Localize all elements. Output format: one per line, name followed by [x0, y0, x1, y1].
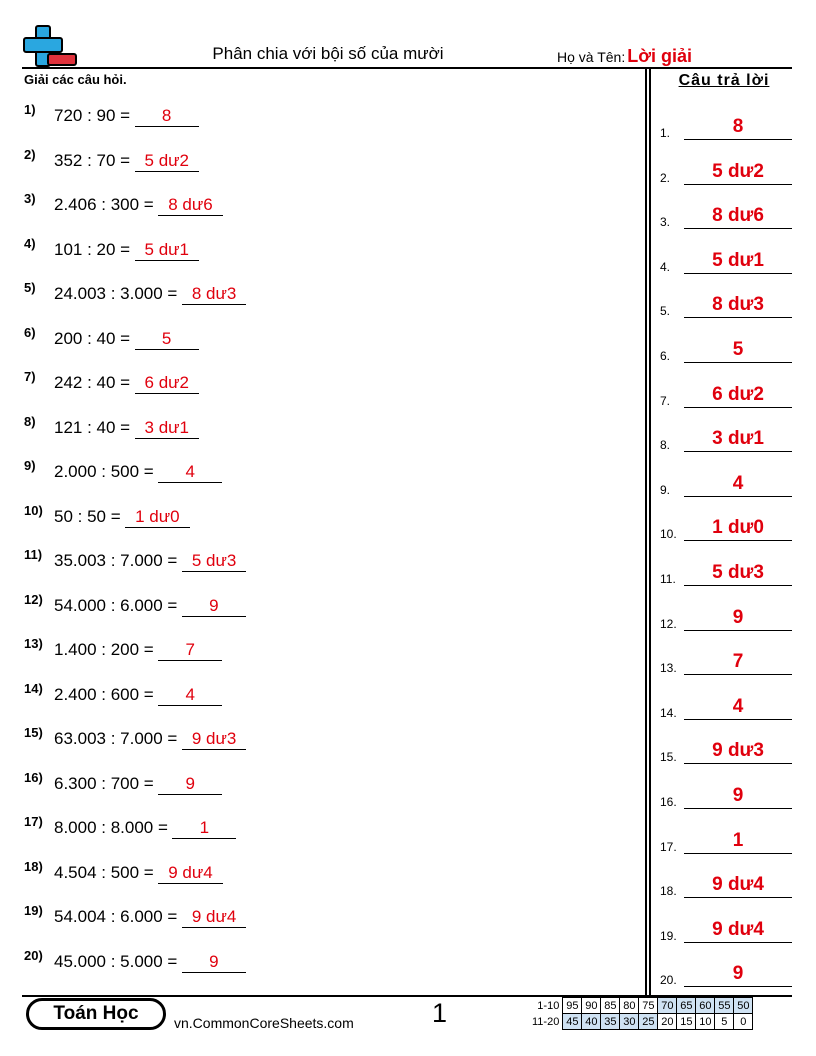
answer-key-number: 17.: [660, 839, 677, 854]
question-expression: 63.003 : 7.000 =: [54, 729, 178, 748]
question-number: 18): [24, 858, 43, 874]
score-cell: 5: [715, 1014, 734, 1030]
question-number: 5): [24, 280, 36, 295]
answer-blank[interactable]: 8 dư6: [158, 195, 222, 216]
question-number: 4): [24, 235, 36, 251]
question-row: [24, 812, 236, 842]
question-number: 12): [24, 591, 43, 607]
answer-key-number: 11.: [660, 572, 676, 586]
score-cell: 60: [696, 998, 715, 1014]
score-row: [530, 1014, 753, 1030]
answer-key-number: 20.: [660, 973, 677, 988]
question-number: 19): [24, 903, 43, 918]
question-expression: 1.400 : 200 =: [54, 640, 154, 659]
score-cell: 35: [601, 1014, 620, 1030]
answer-key-row: [660, 645, 792, 675]
answer-blank[interactable]: 9 dư3: [182, 729, 246, 750]
answer-key-value: 5 dư1: [684, 249, 792, 274]
answer-key-value: 4: [684, 472, 792, 497]
answer-blank[interactable]: 9: [158, 774, 222, 795]
answer-key-value: 9: [684, 962, 792, 987]
answer-key-value: 8 dư6: [684, 204, 792, 229]
score-cell: 55: [715, 998, 734, 1014]
score-row: [530, 998, 753, 1014]
question-row: [24, 857, 223, 887]
question-row: [24, 590, 246, 620]
answer-key-number: 18.: [660, 884, 677, 899]
answer-key-value: 5 dư2: [684, 160, 792, 185]
answer-key-row: [660, 422, 792, 452]
question-row: [24, 412, 199, 442]
question-expression: 24.003 : 3.000 =: [54, 284, 178, 303]
answer-blank[interactable]: 9 dư4: [182, 907, 246, 928]
question-number: 8): [24, 413, 36, 429]
header-divider: [22, 67, 792, 69]
question-expression: 4.504 : 500 =: [54, 862, 154, 882]
question-number: 15): [24, 725, 43, 740]
score-cell: 20: [658, 1014, 677, 1030]
question-expression: 35.003 : 7.000 =: [54, 551, 178, 570]
answer-key-row: [660, 913, 792, 943]
question-row: [24, 946, 246, 976]
score-cell: 10: [696, 1014, 715, 1030]
answer-key-number: 1.: [660, 126, 671, 140]
question-expression: 121 : 40 =: [54, 417, 131, 437]
score-cell: 70: [658, 998, 677, 1014]
answer-key-value: 5: [684, 338, 792, 363]
answer-key-value: 8: [684, 115, 792, 140]
answer-key-number: 10.: [660, 527, 677, 542]
answer-key-value: 6 dư2: [684, 383, 792, 408]
question-expression: 2.000 : 500 =: [54, 462, 154, 481]
answer-blank[interactable]: 7: [158, 640, 222, 661]
score-cell: 85: [601, 998, 620, 1014]
question-expression: 2.400 : 600 =: [54, 684, 154, 704]
answer-key-number: 6.: [660, 349, 671, 363]
question-number: 14): [24, 680, 43, 696]
question-number: 16): [24, 769, 43, 785]
answer-key-row: [660, 690, 792, 720]
question-row: [24, 189, 223, 219]
answer-key-value: 9 dư3: [684, 739, 792, 764]
answer-key-number: 8.: [660, 438, 671, 453]
score-cell: 95: [563, 998, 582, 1014]
answer-key-row: [660, 288, 792, 318]
question-expression: 54.000 : 6.000 =: [54, 595, 178, 615]
score-cell: 0: [734, 1014, 753, 1030]
question-number: 11): [24, 547, 43, 562]
score-row-label: 1-10: [537, 999, 560, 1012]
question-row: [24, 100, 199, 130]
answer-blank[interactable]: 9: [182, 952, 246, 973]
answer-blank[interactable]: 4: [158, 685, 222, 706]
answer-key-row: [660, 779, 792, 809]
page-number: 1: [432, 998, 448, 1028]
answer-key-title: Câu trả lời: [678, 72, 770, 89]
name-value: Lời giải: [627, 46, 693, 66]
question-expression: 101 : 20 =: [54, 239, 131, 259]
question-row: [24, 234, 199, 264]
question-expression: 352 : 70 =: [54, 150, 131, 170]
answer-blank[interactable]: 5 dư3: [182, 551, 246, 572]
answer-key-number: 16.: [660, 795, 677, 809]
answer-key-value: 3 dư1: [684, 427, 792, 452]
answer-key-number: 3.: [660, 215, 671, 230]
site-url: vn.CommonCoreSheets.com: [174, 1015, 354, 1031]
question-number: 10): [24, 502, 43, 518]
answer-blank[interactable]: 9 dư4: [158, 863, 222, 884]
score-cell: 30: [620, 1014, 639, 1030]
score-table: [530, 997, 753, 1030]
answer-key-number: 12.: [660, 616, 677, 631]
question-row: [24, 723, 246, 753]
answer-blank[interactable]: 6 dư2: [135, 373, 199, 394]
question-row: [24, 634, 222, 664]
answer-blank[interactable]: 4: [158, 462, 222, 483]
answer-key-value: 7: [684, 650, 792, 675]
answer-blank[interactable]: 1 dư0: [125, 507, 189, 528]
answer-blank[interactable]: 8: [135, 106, 199, 127]
answer-key-value: 1: [684, 829, 792, 854]
answer-key-number: 5.: [660, 304, 671, 319]
question-row: [24, 323, 199, 353]
question-number: 3): [24, 191, 36, 206]
question-row: [24, 278, 246, 308]
question-number: 1): [24, 102, 36, 117]
name-label: Họ và Tên:: [557, 49, 626, 65]
score-cell: 25: [639, 1014, 658, 1030]
answer-key-row: [660, 868, 792, 898]
question-number: 9): [24, 458, 36, 473]
question-number: 7): [24, 369, 36, 384]
answer-key-value: 9: [684, 784, 792, 809]
answer-key-row: [660, 824, 792, 854]
question-row: [24, 768, 222, 798]
answer-key-value: 8 dư3: [684, 293, 792, 318]
score-cell: 90: [582, 998, 601, 1014]
answer-key-row: [660, 734, 792, 764]
question-row: [24, 456, 222, 486]
answer-key-value: 1 dư0: [684, 516, 792, 541]
answer-key-row: [660, 378, 792, 408]
answer-key-row: [660, 601, 792, 631]
answer-blank[interactable]: 5 dư2: [135, 151, 199, 172]
score-cell: 50: [734, 998, 753, 1014]
question-row: [24, 367, 199, 397]
answer-key-row: [660, 556, 792, 586]
question-row: [24, 501, 190, 531]
question-number: 20): [24, 947, 43, 963]
score-row-label: 11-20: [532, 1015, 560, 1028]
answer-key-row: [660, 199, 792, 229]
question-row: [24, 545, 246, 575]
question-expression: 242 : 40 =: [54, 373, 131, 392]
question-number: 13): [24, 636, 43, 651]
question-number: 2): [24, 146, 36, 162]
answer-key-value: 9 dư4: [684, 918, 792, 943]
answer-key-value: 9: [684, 606, 792, 631]
question-expression: 45.000 : 5.000 =: [54, 951, 178, 971]
question-number: 6): [24, 324, 36, 340]
answer-key-row: [660, 244, 792, 274]
instructions: Giải các câu hỏi.: [24, 72, 127, 87]
answer-key-number: 14.: [660, 705, 677, 720]
question-expression: 200 : 40 =: [54, 328, 131, 348]
answer-key-row: [660, 467, 792, 497]
question-expression: 2.406 : 300 =: [54, 195, 154, 214]
answer-key-number: 19.: [660, 928, 677, 943]
answer-key-row: [660, 957, 792, 987]
answer-key-row: [660, 333, 792, 363]
score-cell: 75: [639, 998, 658, 1014]
answer-blank[interactable]: 8 dư3: [182, 284, 246, 305]
question-row: [24, 679, 222, 709]
answer-key-number: 7.: [660, 393, 671, 408]
answer-key-value: 5 dư3: [684, 561, 792, 586]
score-cell: 45: [563, 1014, 582, 1030]
score-cell: 15: [677, 1014, 696, 1030]
question-expression: 50 : 50 =: [54, 506, 121, 526]
answer-key-value: 9 dư4: [684, 873, 792, 898]
answer-key-number: 15.: [660, 750, 677, 765]
answer-key-number: 13.: [660, 661, 677, 676]
answer-blank[interactable]: 1: [172, 818, 236, 839]
score-cell: 65: [677, 998, 696, 1014]
answer-key-number: 4.: [660, 259, 671, 274]
question-row: [24, 145, 199, 175]
answer-blank[interactable]: 9: [182, 596, 246, 617]
question-expression: 8.000 : 8.000 =: [54, 818, 168, 837]
brand-badge: Toán Học: [26, 998, 166, 1030]
question-expression: 6.300 : 700 =: [54, 773, 154, 793]
name-field: [557, 46, 692, 67]
score-cell: 80: [620, 998, 639, 1014]
answer-blank[interactable]: 3 dư1: [135, 418, 199, 439]
answer-blank[interactable]: 5: [135, 329, 199, 350]
answer-key-row: [660, 110, 792, 140]
answer-key-row: [660, 155, 792, 185]
worksheet-title: Phân chia với bội số của mười: [212, 44, 444, 63]
answer-key-value: 4: [684, 695, 792, 720]
question-expression: 54.004 : 6.000 =: [54, 907, 178, 926]
answer-blank[interactable]: 5 dư1: [135, 240, 199, 261]
column-divider: [645, 67, 651, 996]
answer-key-number: 9.: [660, 482, 671, 497]
question-row: [24, 901, 246, 931]
question-number: 17): [24, 814, 43, 829]
answer-key-number: 2.: [660, 170, 671, 185]
score-cell: 40: [582, 1014, 601, 1030]
answer-key-row: [660, 511, 792, 541]
question-expression: 720 : 90 =: [54, 106, 131, 125]
